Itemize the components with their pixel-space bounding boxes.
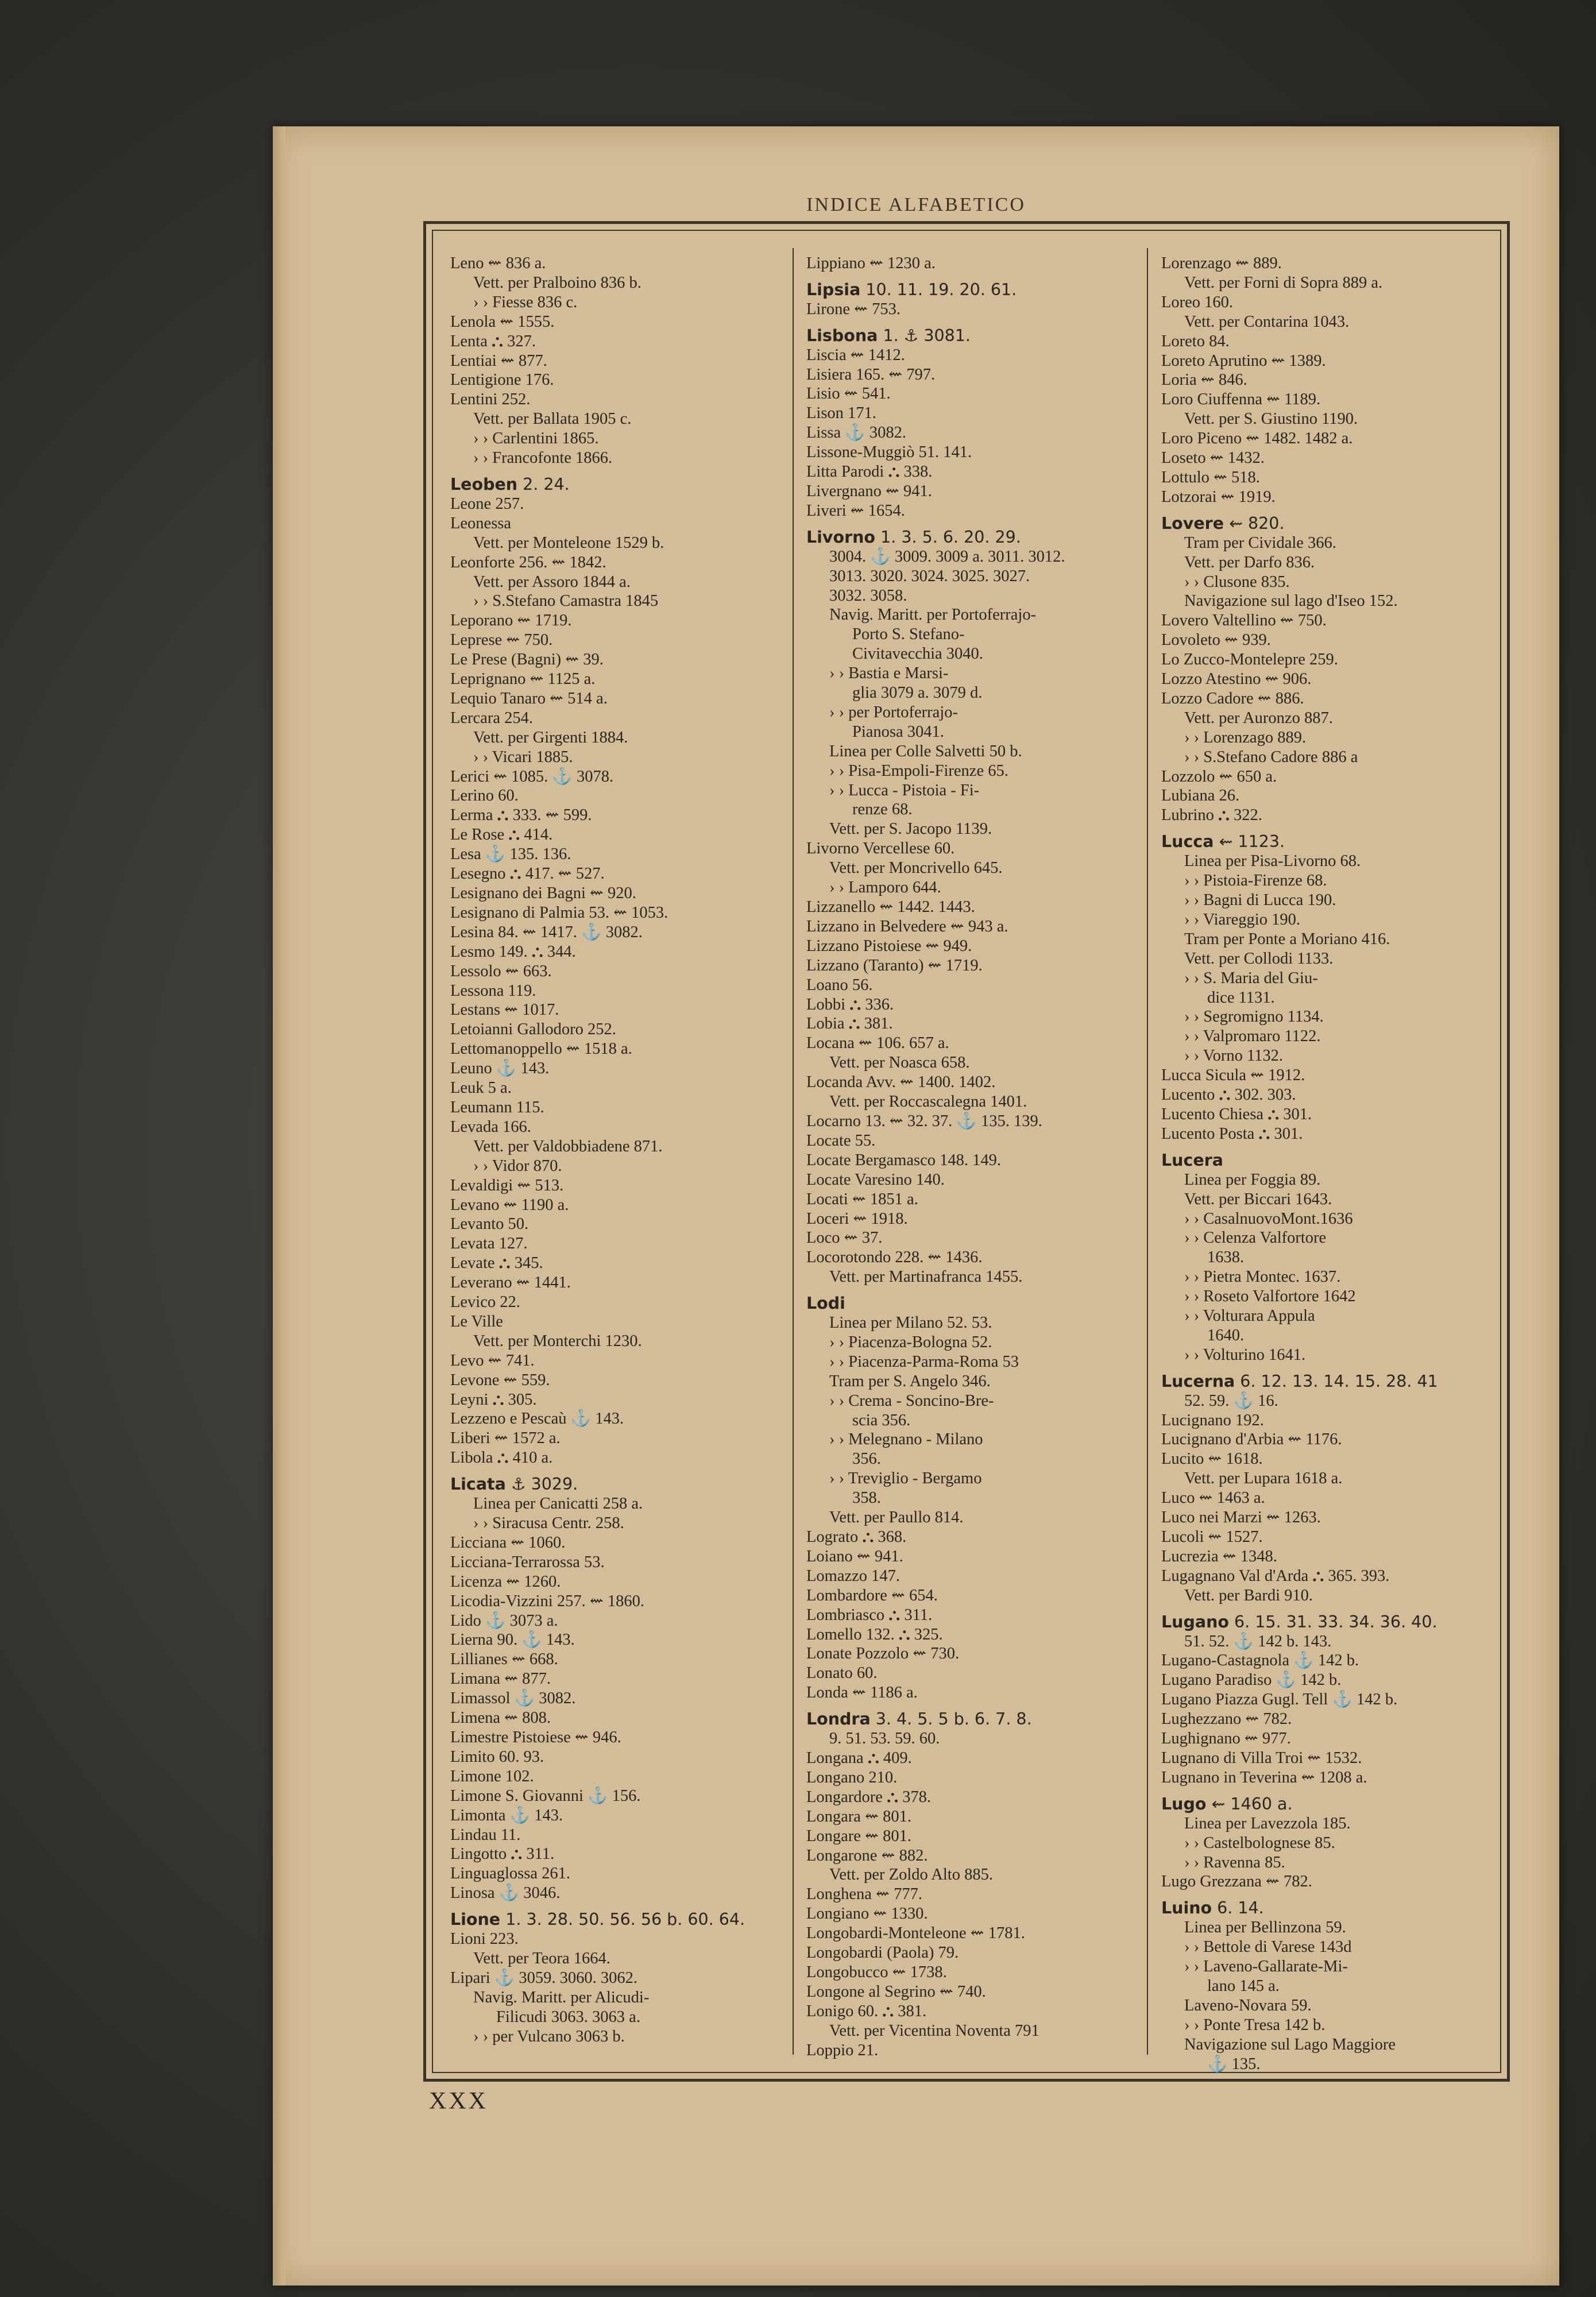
index-entry: Le Rose ⛬ 414.	[450, 826, 553, 844]
index-entry: Letoianni Gallodoro 252.	[450, 1020, 616, 1039]
index-entry: Limone 102.	[450, 1767, 534, 1785]
index-entry: Loseto ⇜ 1432.	[1161, 449, 1265, 467]
index-entry: Lisiera 165. ⇜ 797.	[806, 365, 936, 384]
index-entry: Laveno-Novara 59.	[1184, 1996, 1312, 2014]
index-entry: Loro Piceno ⇜ 1482. 1482 a.	[1161, 430, 1353, 448]
index-entry: Longarone ⇜ 882.	[806, 1846, 928, 1865]
index-entry: Vett. per Vicentina Noventa 791	[829, 2021, 1039, 2040]
index-entry: Lissa ⚓ 3082.	[806, 424, 907, 442]
index-entry: Longano 210.	[806, 1768, 898, 1786]
book-page	[273, 126, 1559, 2286]
index-heading-entry: Lovere ⇜ 820.	[1161, 513, 1285, 533]
index-entry: › › Lorenzago 889.	[1184, 728, 1307, 747]
index-entry: Lucignano 192.	[1161, 1411, 1264, 1429]
index-entry: › › S.Stefano Cadore 886 a	[1184, 748, 1358, 766]
index-entry: glia 3079 a. 3079 d.	[852, 684, 983, 702]
index-entry: › › Ponte Tresa 142 b.	[1184, 2016, 1326, 2034]
index-entry: Lerma ⛬ 333. ⇜ 599.	[450, 806, 592, 825]
index-entry: Lezzeno e Pescaù ⚓ 143.	[450, 1410, 624, 1428]
index-entry: Vett. per Teora 1664.	[473, 1949, 610, 1967]
index-entry: Lugano-Castagnola ⚓ 142 b.	[1161, 1652, 1359, 1670]
index-entry: Lentigione 176.	[450, 371, 554, 389]
index-entry: › › Crema - Soncino-Bre-	[829, 1391, 994, 1410]
index-entry: Loreto 84.	[1161, 332, 1230, 350]
index-entry: Lessona 119.	[450, 981, 536, 1000]
index-entry: Longone al Segrino ⇜ 740.	[806, 1982, 986, 2001]
index-entry: Linea per Colle Salvetti 50 b.	[829, 742, 1022, 760]
index-heading-entry: Lucerna 6. 12. 13. 14. 15. 28. 41	[1161, 1371, 1438, 1391]
index-entry: Navigazione sul lago d'Iseo 152.	[1184, 592, 1398, 610]
index-heading-entry: Lione 1. 3. 28. 50. 56. 56 b. 60. 64.	[450, 1910, 745, 1929]
index-entry: Locanda Avv. ⇜ 1400. 1402.	[806, 1073, 996, 1092]
index-entry: Longobardi-Monteleone ⇜ 1781.	[806, 1924, 1025, 1943]
index-entry: Lenola ⇜ 1555.	[450, 312, 555, 331]
index-entry: Longobucco ⇜ 1738.	[806, 1963, 947, 1981]
index-entry: Lingotto ⛬ 311.	[450, 1845, 555, 1863]
index-entry: Locorotondo 228. ⇜ 1436.	[806, 1248, 983, 1267]
index-entry: Vett. per Zoldo Alto 885.	[829, 1866, 993, 1884]
index-entry: › › Volturino 1641.	[1184, 1345, 1306, 1364]
index-entry: Lugo Grezzana ⇜ 782.	[1161, 1873, 1312, 1891]
index-entry: › › Castelbolognese 85.	[1184, 1834, 1335, 1852]
index-entry: Lioni 223.	[450, 1930, 519, 1948]
index-entry: Longardore ⛬ 378.	[806, 1788, 932, 1806]
index-entry: Vett. per Ballata 1905 c.	[473, 410, 632, 428]
index-entry: Navigazione sul Lago Maggiore	[1184, 2035, 1396, 2054]
index-entry: › › Bagni di Lucca 190.	[1184, 891, 1336, 909]
index-entry: › › Melegnano - Milano	[829, 1430, 983, 1449]
index-entry: Lesignano di Palmia 53. ⇜ 1053.	[450, 903, 668, 922]
index-entry: Loano 56.	[806, 976, 873, 994]
index-entry: › › Francofonte 1866.	[473, 449, 613, 467]
index-entry: Vett. per S. Jacopo 1139.	[829, 820, 992, 838]
index-entry: Vett. per Girgenti 1884.	[473, 728, 628, 747]
index-entry: Lirone ⇜ 753.	[806, 300, 901, 318]
index-entry: Lercara 254.	[450, 709, 533, 727]
index-entry: Lubiana 26.	[1161, 787, 1240, 805]
index-entry: Tram per S. Angelo 346.	[829, 1372, 991, 1390]
index-entry: › › Clusone 835.	[1184, 573, 1290, 591]
index-heading-entry: Lugano 6. 15. 31. 33. 34. 36. 40.	[1161, 1612, 1437, 1631]
index-entry: Lessolo ⇜ 663.	[450, 962, 552, 980]
index-entry: Linea per Bellinzona 59.	[1184, 1919, 1346, 1937]
index-entry: Linea per Canicatti 258 a.	[473, 1495, 643, 1513]
index-entry: Luco nei Marzi ⇜ 1263.	[1161, 1509, 1321, 1527]
page-header: INDICE ALFABETICO	[806, 194, 1026, 215]
index-heading-entry: Lucera	[1161, 1150, 1223, 1170]
index-entry: Loria ⇜ 846.	[1161, 371, 1247, 389]
index-entry: Longhena ⇜ 777.	[806, 1885, 922, 1904]
index-entry: Lozzo Cadore ⇜ 886.	[1161, 689, 1304, 707]
index-frame	[423, 221, 1510, 2082]
index-entry: Porto S. Stefano-	[852, 625, 965, 644]
index-entry: Limana ⇜ 877.	[450, 1670, 551, 1688]
index-entry: Tram per Ponte a Moriano 416.	[1184, 930, 1390, 948]
index-entry: › › Vorno 1132.	[1184, 1047, 1284, 1065]
index-entry: Lugano Paradiso ⚓ 142 b.	[1161, 1671, 1342, 1689]
index-entry: Leporano ⇜ 1719.	[450, 612, 572, 630]
index-entry: Lubrino ⛬ 322.	[1161, 806, 1262, 825]
page-binding-edge	[273, 126, 285, 2286]
index-heading-entry: Lucca ⇜ 1123.	[1161, 832, 1285, 852]
index-entry: Lughezzano ⇜ 782.	[1161, 1710, 1292, 1728]
index-entry: Lido ⚓ 3073 a.	[450, 1611, 558, 1630]
index-entry: Livergnano ⇜ 941.	[806, 482, 932, 500]
index-entry: Lucento Posta ⛬ 301.	[1161, 1124, 1303, 1143]
index-entry: Lestans ⇜ 1017.	[450, 1001, 559, 1019]
index-column-3	[1161, 254, 1494, 2074]
index-entry: › › Lucca - Pistoia - Fi-	[829, 781, 980, 799]
index-entry: › › S.Stefano Camastra 1845	[473, 592, 659, 610]
index-entry: Lucignano d'Arbia ⇜ 1176.	[1161, 1430, 1342, 1449]
index-entry: Lipari ⚓ 3059. 3060. 3062.	[450, 1969, 637, 1987]
index-column-2	[806, 254, 1145, 2060]
index-entry: Lillianes ⇜ 668.	[450, 1650, 558, 1669]
index-entry: 1640.	[1207, 1326, 1245, 1344]
index-entry: Lerino 60.	[450, 787, 519, 805]
index-entry: › › CasalnuovoMont.1636	[1184, 1209, 1353, 1228]
index-entry: Linguaglossa 261.	[450, 1865, 570, 1883]
index-entry: › › Pistoia-Firenze 68.	[1184, 872, 1327, 890]
index-entry: Lugnano di Villa Troi ⇜ 1532.	[1161, 1749, 1362, 1767]
index-entry: Lottulo ⇜ 518.	[1161, 468, 1260, 486]
index-entry: Limena ⇜ 808.	[450, 1709, 551, 1727]
index-entry: Loiano ⇜ 941.	[806, 1547, 903, 1565]
index-entry: Licodia-Vizzini 257. ⇜ 1860.	[450, 1592, 644, 1610]
index-entry: Lierna 90. ⚓ 143.	[450, 1631, 575, 1649]
index-heading-entry: Lugo ⇜ 1460 a.	[1161, 1794, 1293, 1813]
index-entry: Lettomanoppello ⇜ 1518 a.	[450, 1040, 632, 1058]
index-entry: Le Ville	[450, 1312, 503, 1331]
index-entry: Leverano ⇜ 1441.	[450, 1274, 571, 1292]
index-entry: Libola ⛬ 410 a.	[450, 1449, 553, 1467]
index-entry: › › Pietra Montec. 1637.	[1184, 1268, 1341, 1286]
index-entry: Lesa ⚓ 135. 136.	[450, 845, 571, 864]
column-divider	[793, 248, 794, 2055]
index-frame-inner	[432, 230, 1501, 2073]
index-entry: 52. 59. ⚓ 16.	[1184, 1391, 1278, 1410]
index-entry: Lovoleto ⇜ 939.	[1161, 631, 1271, 649]
index-entry: Levanto 50.	[450, 1215, 529, 1233]
index-entry: Loceri ⇜ 1918.	[806, 1209, 908, 1228]
index-entry: Longare ⇜ 801.	[806, 1827, 911, 1845]
index-entry: Lizzano Pistoiese ⇜ 949.	[806, 937, 972, 955]
index-entry: Lucoli ⇜ 1527.	[1161, 1528, 1263, 1546]
index-entry: › › Piacenza-Bologna 52.	[829, 1333, 992, 1351]
index-entry: › › Lamporo 644.	[829, 879, 941, 897]
index-entry: Levico 22.	[450, 1293, 520, 1312]
index-entry: Limonta ⚓ 143.	[450, 1806, 563, 1824]
index-entry: Lomello 132. ⛬ 325.	[806, 1625, 943, 1644]
index-entry: Vett. per Auronzo 887.	[1184, 709, 1333, 727]
index-entry: Locate Varesino 140.	[806, 1170, 945, 1189]
index-entry: Livorno Vercellese 60.	[806, 840, 955, 858]
index-entry: › › per Vulcano 3063 b.	[473, 2027, 625, 2045]
index-entry: Le Prese (Bagni) ⇜ 39.	[450, 651, 604, 669]
index-entry: Lindau 11.	[450, 1826, 521, 1844]
index-entry: Lenta ⛬ 327.	[450, 332, 536, 350]
index-entry: 356.	[852, 1450, 881, 1468]
index-entry: Levada 166.	[450, 1117, 531, 1136]
index-entry: 3032. 3058.	[829, 586, 907, 605]
index-entry: Leyni ⛬ 305.	[450, 1390, 537, 1409]
index-entry: Levano ⇜ 1190 a.	[450, 1196, 569, 1214]
index-entry: Lombriasco ⛬ 311.	[806, 1606, 933, 1624]
index-entry: › › Carlentini 1865.	[473, 430, 599, 448]
page-number: XXX	[429, 2088, 488, 2114]
index-entry: Lissone-Muggiò 51. 141.	[806, 443, 972, 462]
index-entry: Levaldigi ⇜ 513.	[450, 1176, 564, 1194]
index-entry: › › Laveno-Gallarate-Mi-	[1184, 1958, 1348, 1976]
index-entry: › › Siracusa Centr. 258.	[473, 1514, 624, 1532]
index-entry: Linea per Pisa-Livorno 68.	[1184, 852, 1361, 871]
index-heading-entry: Lisbona 1. ⚓ 3081.	[806, 326, 971, 345]
index-entry: Lugagnano Val d'Arda ⛬ 365. 393.	[1161, 1567, 1390, 1585]
index-entry: Vett. per Noasca 658.	[829, 1054, 970, 1072]
index-entry: Levata 127.	[450, 1235, 528, 1253]
index-entry: 3004. ⚓ 3009. 3009 a. 3011. 3012.	[829, 547, 1065, 566]
index-entry: › › Bastia e Marsi-	[829, 664, 949, 683]
index-entry: Luco ⇜ 1463 a.	[1161, 1489, 1265, 1507]
index-entry: Vett. per Monteleone 1529 b.	[473, 533, 664, 552]
index-entry: Vett. per Assoro 1844 a.	[473, 573, 631, 591]
index-entry: › › Viareggio 190.	[1184, 910, 1300, 929]
index-entry: Limito 60. 93.	[450, 1747, 544, 1766]
index-entry: Leprignano ⇜ 1125 a.	[450, 670, 596, 689]
index-entry: › › Piacenza-Parma-Roma 53	[829, 1352, 1019, 1371]
index-entry: Locarno 13. ⇜ 32. 37. ⚓ 135. 139.	[806, 1112, 1042, 1130]
index-entry: › › Valpromaro 1122.	[1184, 1027, 1321, 1046]
index-entry: Lugano Piazza Gugl. Tell ⚓ 142 b.	[1161, 1691, 1398, 1709]
index-entry: Leone 257.	[450, 494, 524, 513]
index-entry: Lobbi ⛬ 336.	[806, 995, 894, 1014]
index-entry: Loreto Aprutino ⇜ 1389.	[1161, 351, 1326, 370]
index-entry: › › Bettole di Varese 143d	[1184, 1938, 1352, 1956]
index-entry: › › Celenza Valfortore	[1184, 1229, 1327, 1247]
index-entry: Leprese ⇜ 750.	[450, 631, 553, 649]
index-entry: Lobia ⛬ 381.	[806, 1015, 893, 1033]
index-entry: Lucento Chiesa ⛬ 301.	[1161, 1105, 1312, 1123]
index-entry: Licciana ⇜ 1060.	[450, 1533, 566, 1552]
index-entry: 51. 52. ⚓ 142 b. 143.	[1184, 1632, 1332, 1650]
column-divider	[1147, 248, 1148, 2055]
index-entry: Vett. per Lupara 1618 a.	[1184, 1470, 1343, 1488]
index-entry: Locate 55.	[806, 1131, 876, 1150]
index-entry: › › Volturara Appula	[1184, 1307, 1315, 1325]
index-entry: 9. 51. 53. 59. 60.	[829, 1730, 940, 1748]
index-entry: Lucca Sicula ⇜ 1912.	[1161, 1066, 1305, 1085]
index-entry: ⚓ 135.	[1207, 2055, 1261, 2073]
index-entry: Litta Parodi ⛬ 338.	[806, 463, 933, 481]
index-entry: 1638.	[1207, 1248, 1245, 1267]
index-entry: › › Segromigno 1134.	[1184, 1008, 1324, 1026]
index-entry: 3013. 3020. 3024. 3025. 3027.	[829, 567, 1030, 585]
index-entry: › › S. Maria del Giu-	[1184, 969, 1318, 987]
index-entry: Locate Bergamasco 148. 149.	[806, 1151, 1001, 1169]
index-entry: › › Treviglio - Bergamo	[829, 1470, 982, 1488]
index-entry: Lughignano ⇜ 977.	[1161, 1730, 1291, 1748]
index-entry: Lison 171.	[806, 404, 876, 423]
index-entry: Loppio 21.	[806, 2041, 879, 2059]
index-entry: › › Pisa-Empoli-Firenze 65.	[829, 761, 1008, 780]
index-entry: Lesina 84. ⇜ 1417. ⚓ 3082.	[450, 923, 643, 941]
index-entry: Lotzorai ⇜ 1919.	[1161, 488, 1276, 506]
index-entry: Lesegno ⛬ 417. ⇜ 527.	[450, 865, 605, 883]
index-entry: Vett. per Paullo 814.	[829, 1509, 964, 1527]
index-entry: Vett. per Martinafranca 1455.	[829, 1268, 1023, 1286]
index-entry: Lozzo Atestino ⇜ 906.	[1161, 670, 1312, 689]
index-entry: Levone ⇜ 559.	[450, 1371, 550, 1389]
index-entry: Lizzano in Belvedere ⇜ 943 a.	[806, 917, 1008, 935]
index-entry: Loreo 160.	[1161, 293, 1234, 311]
index-entry: Linosa ⚓ 3046.	[450, 1884, 561, 1902]
index-entry: Lentiai ⇜ 877.	[450, 351, 547, 370]
index-entry: Lombardore ⇜ 654.	[806, 1586, 938, 1604]
index-entry: Navig. Maritt. per Portoferrajo-	[829, 606, 1037, 624]
index-entry: Vett. per Pralboino 836 b.	[473, 273, 642, 292]
index-entry: Longara ⇜ 801.	[806, 1807, 911, 1826]
index-entry: renze 68.	[852, 801, 913, 819]
index-entry: Pianosa 3041.	[852, 722, 944, 741]
index-entry: › › Roseto Valfortore 1642	[1184, 1287, 1356, 1306]
index-entry: Linea per Lavezzola 185.	[1184, 1814, 1351, 1832]
index-entry: Vett. per Valdobbiadene 871.	[473, 1137, 663, 1155]
index-entry: Leonessa	[450, 514, 512, 532]
index-entry: Lisio ⇜ 541.	[806, 385, 891, 403]
index-entry: dice 1131.	[1207, 988, 1275, 1007]
index-entry: Levate ⛬ 345.	[450, 1254, 543, 1273]
index-entry: Lentini 252.	[450, 390, 531, 409]
index-entry: Filicudi 3063. 3063 a.	[496, 2008, 640, 2026]
index-entry: › › per Portoferrajo-	[829, 703, 958, 721]
index-entry: Lizzanello ⇜ 1442. 1443.	[806, 898, 975, 916]
index-entry: Lesignano dei Bagni ⇜ 920.	[450, 884, 636, 902]
index-entry: Vett. per Moncrivello 645.	[829, 859, 1003, 877]
index-entry: lano 145 a.	[1207, 1977, 1280, 1995]
index-entry: Loro Ciuffenna ⇜ 1189.	[1161, 390, 1321, 409]
index-entry: Lesmo 149. ⛬ 344.	[450, 942, 576, 961]
index-entry: Lonate Pozzolo ⇜ 730.	[806, 1645, 960, 1663]
index-entry: Vett. per Bardi 910.	[1184, 1586, 1313, 1604]
index-entry: Civitavecchia 3040.	[852, 645, 983, 663]
index-entry: Tram per Cividale 366.	[1184, 533, 1336, 552]
index-entry: Linea per Milano 52. 53.	[829, 1314, 992, 1332]
index-heading-entry: Lipsia 10. 11. 19. 20. 61.	[806, 280, 1017, 299]
index-entry: Lequio Tanaro ⇜ 514 a.	[450, 689, 608, 707]
index-heading-entry: Londra 3. 4. 5. 5 b. 6. 7. 8.	[806, 1710, 1032, 1729]
index-entry: Lerici ⇜ 1085. ⚓ 3078.	[450, 767, 614, 786]
index-entry: Longana ⛬ 409.	[806, 1749, 912, 1767]
index-entry: Loco ⇜ 37.	[806, 1229, 883, 1247]
index-entry: Longiano ⇜ 1330.	[806, 1905, 928, 1923]
index-entry: Limassol ⚓ 3082.	[450, 1689, 576, 1708]
index-entry: scia 356.	[852, 1411, 911, 1429]
index-entry: Lonigo 60. ⛬ 381.	[806, 2002, 927, 2020]
index-entry: Lovero Valtellino ⇜ 750.	[1161, 612, 1327, 630]
index-entry: Lippiano ⇜ 1230 a.	[806, 254, 936, 272]
index-entry: Lonato 60.	[806, 1664, 878, 1683]
index-entry: Leno ⇜ 836 a.	[450, 254, 546, 272]
index-entry: Liveri ⇜ 1654.	[806, 501, 905, 520]
index-column-1	[450, 254, 778, 2046]
index-entry: Limone S. Giovanni ⚓ 156.	[450, 1786, 641, 1805]
index-heading-entry: Luino 6. 14.	[1161, 1898, 1264, 1918]
index-entry: Lucento ⛬ 302. 303.	[1161, 1086, 1296, 1104]
index-entry: › › Vidor 870.	[473, 1157, 562, 1175]
index-entry: Leumann 115.	[450, 1098, 544, 1116]
index-heading-entry: Leoben 2. 24.	[450, 474, 570, 494]
index-entry: Vett. per Roccascalegna 1401.	[829, 1093, 1027, 1111]
index-entry: Vett. per S. Giustino 1190.	[1184, 410, 1358, 428]
index-entry: Longobardi (Paola) 79.	[806, 1944, 959, 1962]
index-entry: › › Ravenna 85.	[1184, 1853, 1285, 1871]
index-entry: Lomazzo 147.	[806, 1567, 901, 1585]
index-entry: Lizzano (Taranto) ⇜ 1719.	[806, 956, 983, 975]
index-entry: Lucrezia ⇜ 1348.	[1161, 1547, 1277, 1565]
index-entry: Vett. per Biccari 1643.	[1184, 1190, 1332, 1208]
index-entry: Lozzolo ⇜ 650 a.	[1161, 767, 1277, 786]
index-entry: Vett. per Contarina 1043.	[1184, 312, 1350, 331]
index-entry: Locati ⇜ 1851 a.	[806, 1190, 918, 1208]
index-entry: Levo ⇜ 741.	[450, 1351, 535, 1370]
index-entry: Liberi ⇜ 1572 a.	[450, 1429, 561, 1448]
index-entry: Lucito ⇜ 1618.	[1161, 1450, 1263, 1468]
index-entry: Lo Zucco-Montelepre 259.	[1161, 651, 1338, 669]
index-entry: Limestre Pistoiese ⇜ 946.	[450, 1728, 621, 1746]
index-entry: Leuno ⚓ 143.	[450, 1059, 550, 1078]
index-heading-entry: Livorno 1. 3. 5. 6. 20. 29.	[806, 527, 1021, 547]
index-entry: Lorenzago ⇜ 889.	[1161, 254, 1282, 272]
index-entry: Lograto ⛬ 368.	[806, 1528, 907, 1546]
index-entry: 358.	[852, 1489, 881, 1507]
index-heading-entry: Lodi	[806, 1294, 845, 1313]
index-entry: Linea per Foggia 89.	[1184, 1170, 1321, 1189]
index-entry: Leuk 5 a.	[450, 1079, 512, 1097]
index-entry: Licciana-Terrarossa 53.	[450, 1553, 605, 1571]
index-entry: Navig. Maritt. per Alicudi-	[473, 1988, 650, 2006]
index-entry: Vett. per Darfo 836.	[1184, 553, 1315, 571]
index-heading-entry: Licata ⚓ 3029.	[450, 1475, 578, 1494]
index-entry: Leonforte 256. ⇜ 1842.	[450, 553, 606, 571]
index-entry: Lugnano in Teverina ⇜ 1208 a.	[1161, 1768, 1367, 1786]
index-entry: Locana ⇜ 106. 657 a.	[806, 1034, 949, 1053]
index-entry: › › Fiesse 836 c.	[473, 293, 578, 311]
index-entry: Licenza ⇜ 1260.	[450, 1572, 561, 1591]
index-entry: Londa ⇜ 1186 a.	[806, 1684, 918, 1702]
index-entry: Vett. per Monterchi 1230.	[473, 1332, 642, 1350]
index-entry: › › Vicari 1885.	[473, 748, 573, 766]
index-entry: Vett. per Forni di Sopra 889 a.	[1184, 273, 1383, 292]
index-entry: Vett. per Collodi 1133.	[1184, 949, 1334, 968]
index-entry: Liscia ⇜ 1412.	[806, 346, 905, 364]
